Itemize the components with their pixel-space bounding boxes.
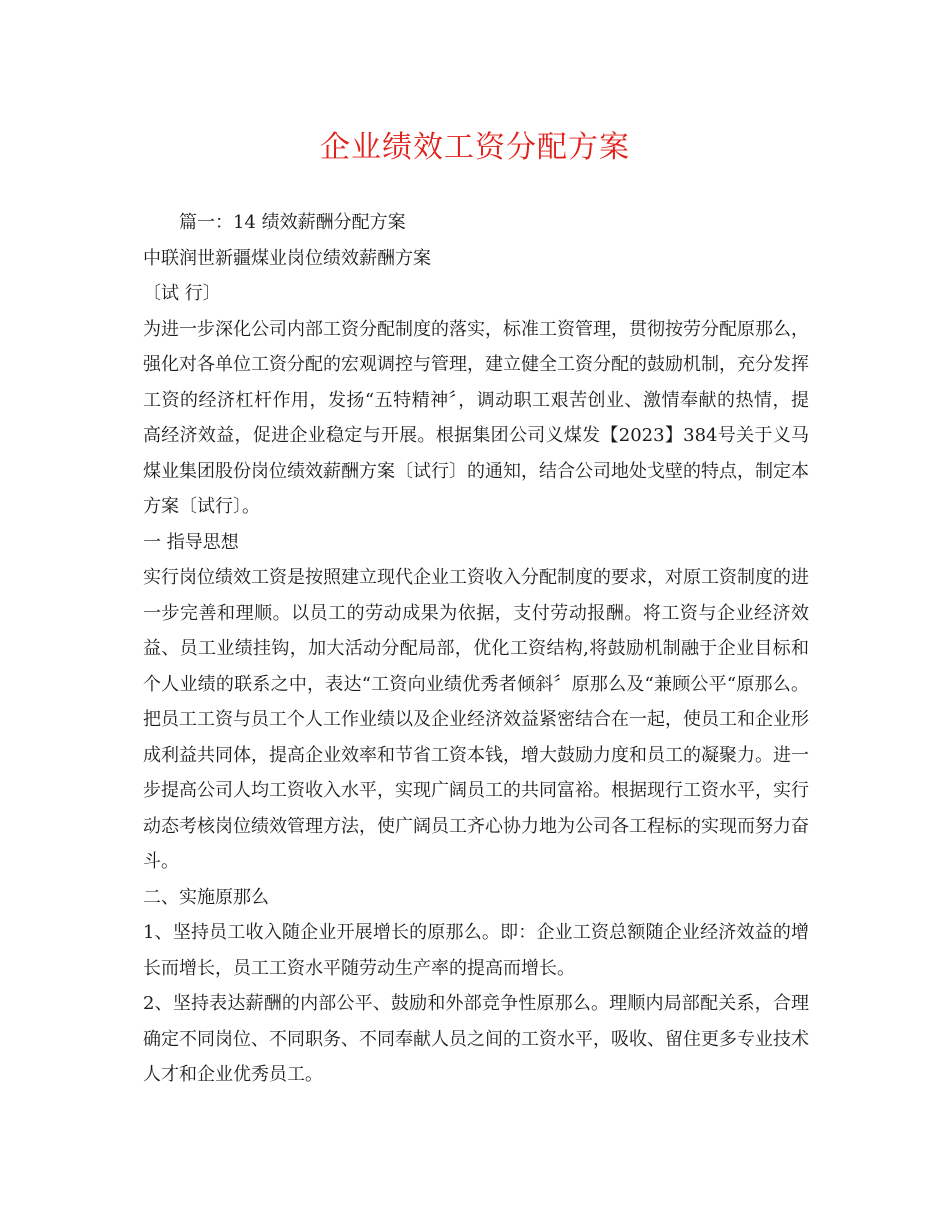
document-body bbox=[143, 205, 809, 1093]
company-heading: 中联润世新疆煤业岗位绩效薪酬方案 bbox=[143, 247, 431, 269]
section-heading-principles: 二、实施原那么 bbox=[143, 886, 269, 908]
guiding-thought-paragraph: 实行岗位绩效工资是按照建立现代企业工资收入分配制度的要求，对原工资制度的进一步完善和理顺。以员工的劳动成果为依据，支付劳动报酬。将工资与企业经济效益、员工业绩挂钩，加大活动分配局部，优化工资结构,将鼓励机制融于企业目标和个人业绩的联系之中，表达“工资向业绩优秀者倾斜〞原那么及“兼顾公平“原那么。把员工工资与员工个人工作业绩以及企业经济效益紧密结合在一起，使员工和企业形成利益共同体，提高企业效率和节省工资本钱，增大鼓励力度和员工的凝聚力。进一步提高公司人均工资收入水平，实现广阔员工的共同富裕。根据现行工资水平，实行动态考核岗位绩效管理方法，使广阔员工齐心协力地为公司各工程标的实现而努力奋斗。 bbox=[143, 567, 809, 872]
subtitle: 篇一：14 绩效薪酬分配方案 bbox=[179, 212, 406, 233]
trial-note: 〔试 行〕 bbox=[143, 283, 221, 304]
intro-paragraph: 为进一步深化公司内部工资分配制度的落实，标准工资管理，贯彻按劳分配原那么，强化对各单位工资分配的宏观调控与管理，建立健全工资分配的鼓励机制，充分发挥工资的经济杠杆作用，发扬“五特精神〞，调动职工艰苦创业、激情奉献的热情，提高经济效益，促进企业稳定与开展。根据集团公司义煤发【2023】384号关于义马煤业集团股份岗位绩效薪酬方案〔试行〕的通知，结合公司地处戈壁的特点，制定本方案〔试行〕。 bbox=[143, 318, 809, 517]
section-heading-guiding-thought: 一 指导思想 bbox=[143, 531, 239, 553]
principle-item-2: 2、坚持表达薪酬的内部公平、鼓励和外部竞争性原那么。理顺内局部配关系，合理确定不同岗位、不同职务、不同奉献人员之间的工资水平，吸收、留住更多专业技术人才和企业优秀员工。 bbox=[143, 993, 809, 1085]
document-title: 企业绩效工资分配方案 bbox=[320, 130, 630, 165]
principle-item-1: 1、坚持员工收入随企业开展增长的原那么。即：企业工资总额随企业经济效益的增长而增长，员工工资水平随劳动生产率的提高而增长。 bbox=[143, 922, 809, 979]
